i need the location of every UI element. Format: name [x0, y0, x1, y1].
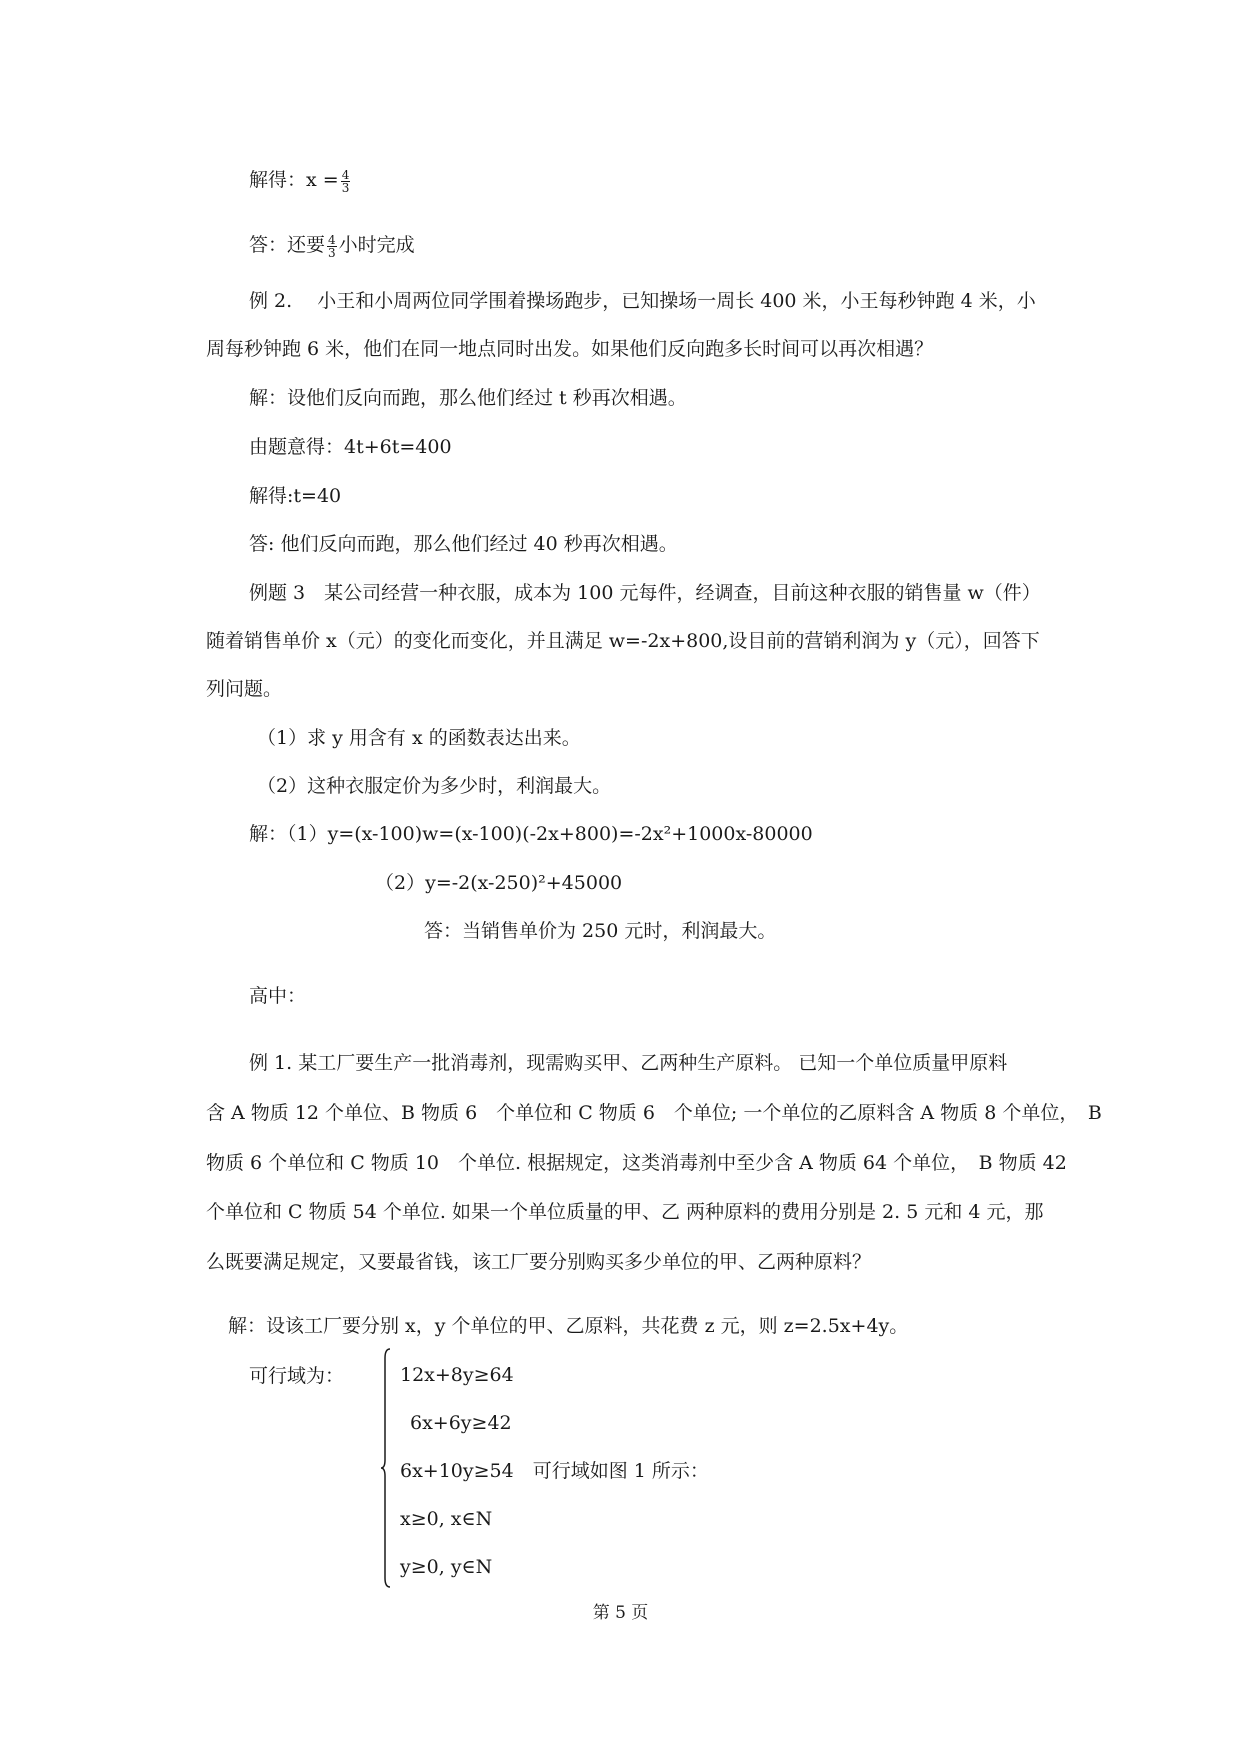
fraction-denominator: 3 — [341, 180, 350, 195]
example-2-result: 解得:t=40 — [249, 485, 342, 507]
hs-example-1-line-3: 物质 6 个单位和 C 物质 10 个单位. 根据规定，这类消毒剂中至少含 A 物质 64 个单位， B 物质 42 — [206, 1152, 1067, 1174]
answer-suffix: 小时完成 — [338, 234, 415, 256]
example-3-answer: 答：当销售单价为 250 元时，利润最大。 — [424, 920, 777, 942]
example-3-question-2: （2）这种衣服定价为多少时，利润最大。 — [257, 775, 612, 797]
fraction-numerator: 4 — [328, 232, 336, 247]
constraint-1: 12x+8y≥64 — [400, 1364, 514, 1386]
constraint-2: 6x+6y≥42 — [410, 1412, 512, 1434]
example-2-answer: 答: 他们反向而跑，那么他们经过 40 秒再次相遇。 — [249, 533, 678, 555]
solution-result-text: 解得：x = — [249, 169, 339, 191]
constraint-brace — [381, 1348, 391, 1588]
feasible-region-label: 可行域为： — [249, 1365, 345, 1387]
page-number: 第 5 页 — [592, 1603, 649, 1623]
hs-example-1-line-2: 含 A 物质 12 个单位、B 物质 6 个单位和 C 物质 6 个单位; 一个单位的乙原料含 A 物质 8 个单位， B — [206, 1102, 1102, 1124]
example-2-solution: 解：设他们反向而跑，那么他们经过 t 秒再次相遇。 — [249, 387, 687, 409]
hs-example-1-solution: 解：设该工厂要分别 x，y 个单位的甲、乙原料，共花费 z 元，则 z=2.5x+4y。 — [228, 1315, 909, 1337]
example-3-line-1: 例题 3 某公司经营一种衣服，成本为 100 元每件，经调查，目前这种衣服的销售量 w（件） — [249, 582, 1041, 604]
hs-example-1-line-5: 么既要满足规定，又要最省钱，该工厂要分别购买多少单位的甲、乙两种原料？ — [206, 1251, 872, 1273]
answer-prefix: 答：还要 — [249, 234, 326, 256]
fraction-numerator: 4 — [341, 167, 350, 182]
constraint-4: x≥0, x∈N — [400, 1508, 493, 1530]
hs-example-1-line-4: 个单位和 C 物质 54 个单位. 如果一个单位质量的甲、乙 两种原料的费用分别是 2. 5 元和 4 元，那 — [206, 1201, 1044, 1223]
hs-example-1-line-1: 例 1. 某工厂要生产一批消毒剂，现需购买甲、乙两种生产原料。 已知一个单位质量甲原料 — [249, 1052, 1008, 1074]
answer-line — [249, 232, 415, 259]
example-2-line-2: 周每秒钟跑 6 米，他们在同一地点同时出发。如果他们反向跑多长时间可以再次相遇？ — [206, 338, 934, 360]
example-2-line-1: 例 2. 小王和小周两位同学围着操场跑步，已知操场一周长 400 米，小王每秒钟跑 4 米，小 — [249, 290, 1036, 312]
example-2-equation: 由题意得：4t+6t=400 — [249, 436, 452, 458]
example-3-question-1: （1）求 y 用含有 x 的函数表达出来。 — [257, 727, 581, 749]
example-3-solution-1: 解：（1）y=(x-100)w=(x-100)(-2x+800)=-2x²+1000x-80000 — [249, 823, 813, 845]
constraint-3: 6x+10y≥54 可行域如图 1 所示： — [400, 1460, 709, 1482]
fraction — [327, 234, 337, 259]
example-3-line-3: 列问题。 — [206, 678, 283, 700]
solution-result-line — [249, 167, 352, 194]
fraction-denominator: 3 — [328, 245, 336, 260]
constraint-5: y≥0, y∈N — [400, 1556, 493, 1578]
example-3-solution-2: （2）y=-2(x-250)²+45000 — [375, 872, 623, 894]
section-heading: 高中： — [249, 985, 307, 1007]
example-3-line-2: 随着销售单价 x（元）的变化而变化，并且满足 w=-2x+800,设目前的营销利润为 y（元），回答下 — [206, 630, 1040, 652]
fraction — [341, 169, 351, 194]
